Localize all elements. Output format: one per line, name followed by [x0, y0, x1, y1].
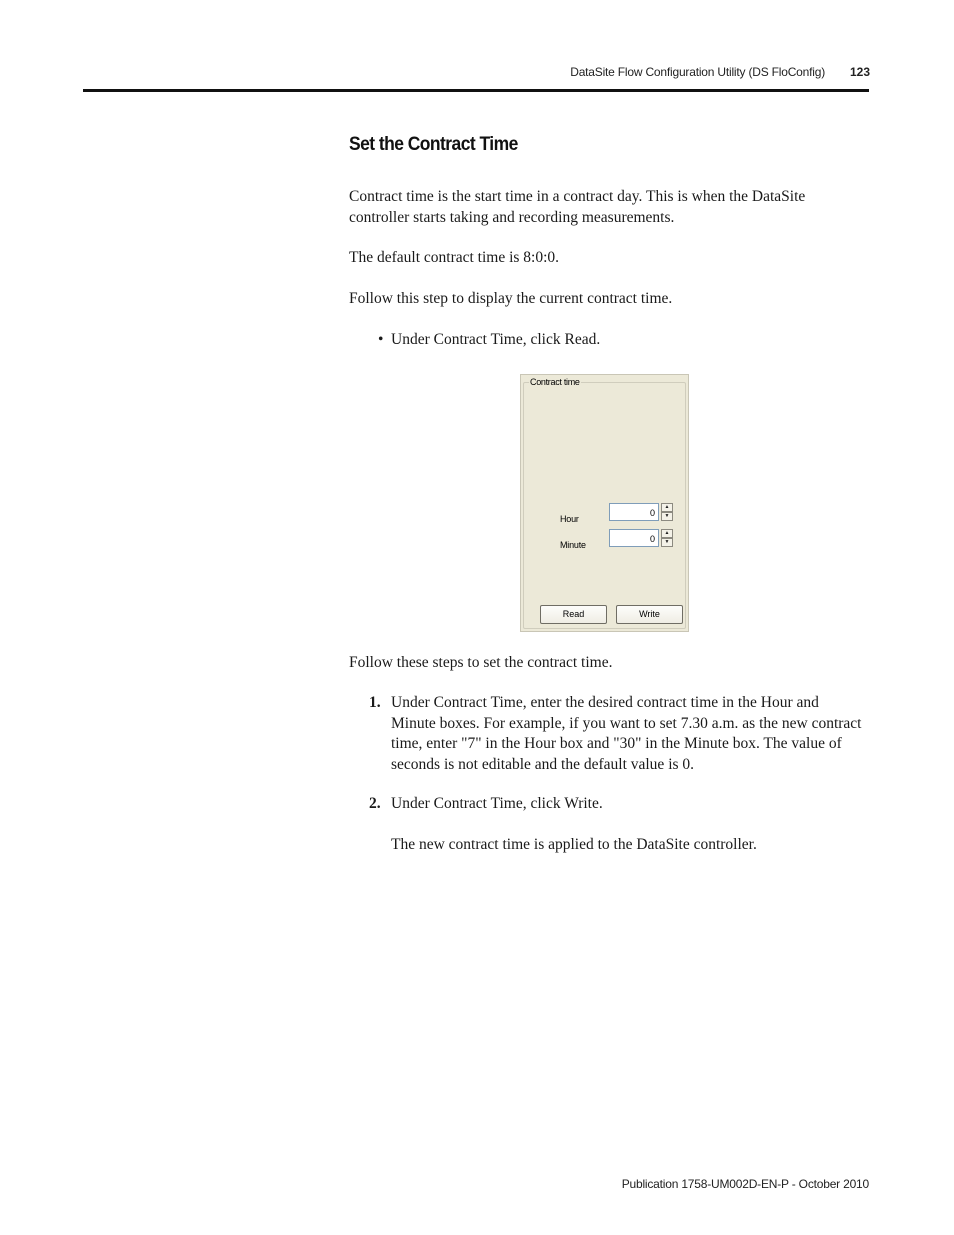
bullet-text: Under Contract Time, click Read. — [391, 331, 601, 348]
page-number: 123 — [850, 65, 871, 79]
minute-input[interactable] — [609, 529, 659, 547]
hour-spin-buttons — [661, 503, 673, 521]
write-button[interactable]: Write — [616, 605, 683, 624]
section-title: Set the Contract Time — [349, 134, 518, 155]
running-header-title: DataSite Flow Configuration Utility (DS FloConfig) — [570, 65, 825, 79]
intro-paragraph: Contract time is the start time in a contract day. This is when the DataSite controller starts taking and recording measurements. — [349, 188, 806, 226]
minute-label: Minute — [560, 540, 586, 550]
minute-spin-buttons — [661, 529, 673, 547]
header-divider — [83, 89, 869, 92]
hour-input[interactable] — [609, 503, 659, 521]
step-1-number: 1. — [369, 694, 381, 711]
set-lead: Follow these steps to set the contract time. — [349, 654, 613, 671]
minute-increment-icon[interactable]: ▲ — [661, 529, 673, 538]
bullet-item — [378, 330, 600, 351]
minute-spinbox — [609, 529, 673, 547]
minute-decrement-icon[interactable]: ▼ — [661, 538, 673, 547]
step-2-result: The new contract time is applied to the DataSite controller. — [391, 836, 757, 853]
groupbox-title: Contract time — [530, 377, 580, 387]
hour-spinbox — [609, 503, 673, 521]
hour-label: Hour — [560, 514, 579, 524]
contract-time-groupbox — [523, 377, 686, 629]
publication-footer: Publication 1758-UM002D-EN-P - October 2010 — [621, 1177, 869, 1191]
step-1-text: Under Contract Time, enter the desired contract time in the Hour and Minute boxes. For example, if you want to set 7.30 a.m. as the new contract time, enter "7" in the Hour box and "30" in the Minute box. The value of seconds is not editable and the default value is 0. — [391, 694, 862, 773]
step-2-text: Under Contract Time, click Write. — [391, 795, 603, 812]
step-2-number: 2. — [369, 795, 381, 812]
display-lead: Follow this step to display the current contract time. — [349, 290, 673, 307]
default-note: The default contract time is 8:0:0. — [349, 249, 560, 266]
hour-increment-icon[interactable]: ▲ — [661, 503, 673, 512]
bullet-dot-icon: • — [378, 331, 384, 348]
read-button[interactable]: Read — [540, 605, 607, 624]
contract-time-dialog — [520, 374, 689, 632]
hour-decrement-icon[interactable]: ▼ — [661, 512, 673, 521]
